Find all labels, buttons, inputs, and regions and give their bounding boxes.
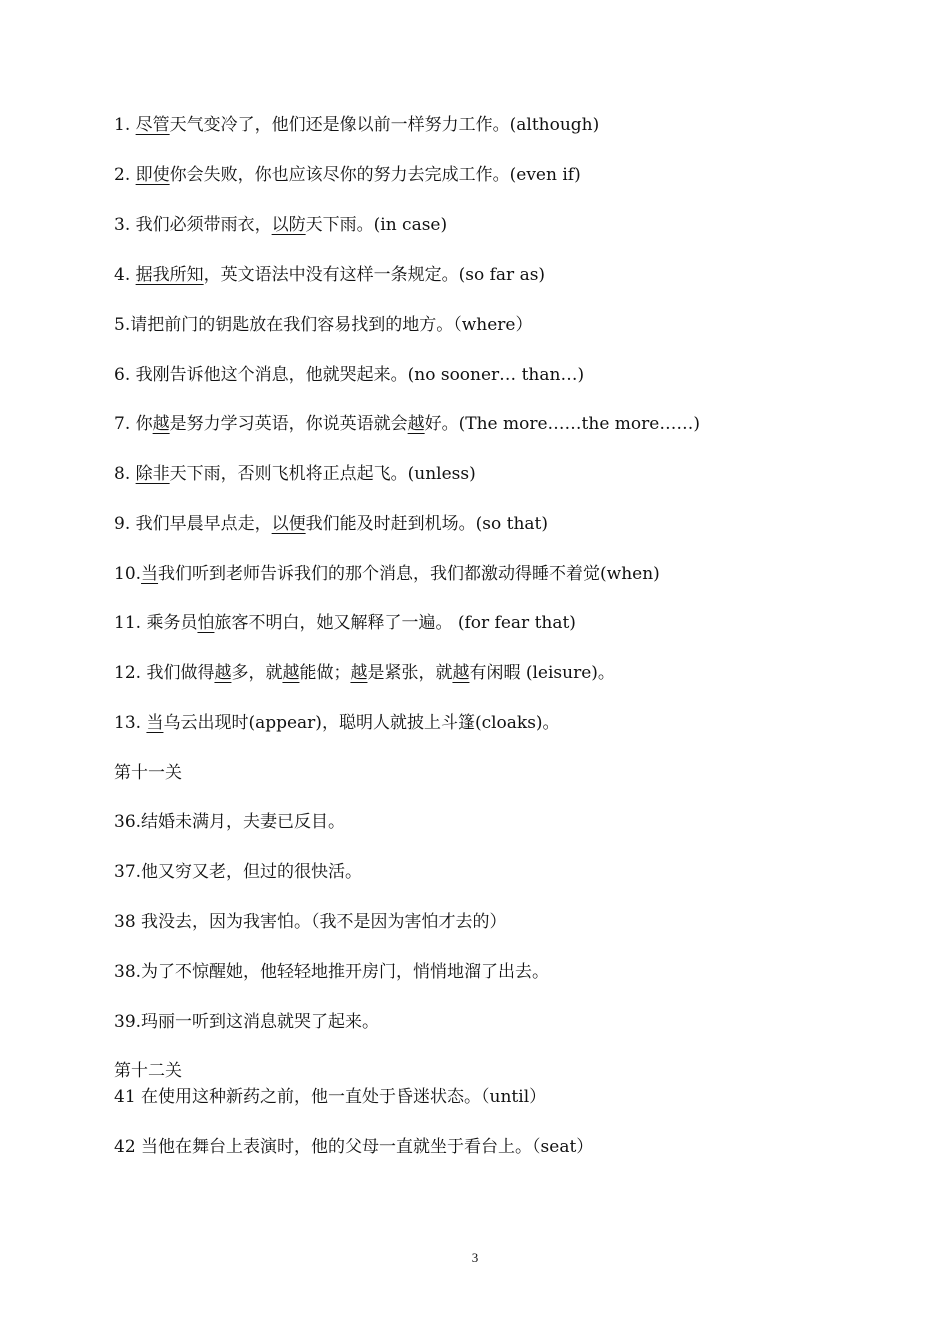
text-segment: 36.结婚未满月，夫妻已反目。 [114, 812, 346, 832]
text-segment: 37.他又穷又老，但过的很快活。 [114, 862, 363, 882]
text-segment: 你会失败，你也应该尽你的努力去完成工作。(even if) [169, 165, 581, 185]
text-segment: 12. 我们做得 [114, 663, 215, 683]
text-segment: 天气变冷了，他们还是像以前一样努力工作。(although) [169, 115, 600, 135]
text-segment: 8. [114, 464, 136, 484]
text-segment: 有闲暇 (leisure)。 [469, 663, 615, 683]
text-segment: 是紧张，就 [367, 663, 453, 683]
text-segment: 1. [114, 115, 136, 135]
underlined-keyword: 怕 [197, 613, 215, 633]
underlined-keyword: 越 [350, 663, 368, 683]
underlined-keyword: 当 [146, 713, 164, 733]
sentence-3 [114, 214, 447, 236]
text-segment: 10. [114, 564, 142, 584]
sentence-13 [114, 712, 560, 734]
sentence-38b [114, 961, 549, 983]
text-segment: 38.为了不惊醒她，他轻轻地推开房门，悄悄地溜了出去。 [114, 962, 550, 982]
text-segment: 第十二关 [114, 1061, 182, 1081]
text-segment: 5.请把前门的钥匙放在我们容易找到的地方。（where） [114, 315, 533, 335]
sentence-10 [114, 563, 660, 585]
text-segment: 38 我没去，因为我害怕。（我不是因为害怕才去的） [114, 912, 507, 932]
text-segment: 能做； [299, 663, 351, 683]
text-segment: 13. [114, 713, 147, 733]
text-segment: 天下雨。(in case) [305, 215, 448, 235]
sentence-37 [114, 861, 362, 883]
underlined-keyword: 当 [141, 564, 159, 584]
underlined-keyword: 据我所知 [135, 265, 204, 285]
sentence-7 [114, 413, 700, 435]
underlined-keyword: 除非 [135, 464, 170, 484]
text-segment: 4. [114, 265, 136, 285]
text-segment: 41 在使用这种新药之前，他一直处于昏迷状态。（until） [114, 1087, 547, 1107]
underlined-keyword: 越 [282, 663, 300, 683]
text-segment: 多，就 [231, 663, 283, 683]
page-number: 3 [471, 1250, 479, 1265]
text-segment: 天下雨，否则飞机将正点起飞。(unless) [169, 464, 476, 484]
sentence-9 [114, 513, 548, 535]
sentence-39 [114, 1011, 379, 1033]
sentence-8 [114, 463, 476, 485]
text-segment: 6. 我刚告诉他这个消息，他就哭起来。(no sooner… than…) [114, 365, 585, 385]
text-segment: 39.玛丽一听到这消息就哭了起来。 [114, 1012, 380, 1032]
sentence-11 [114, 612, 576, 634]
section-heading-12 [114, 1060, 182, 1082]
underlined-keyword: 以防 [271, 215, 306, 235]
text-segment: 旅客不明白，她又解释了一遍。 (for fear that) [214, 613, 576, 633]
text-segment: 42 当他在舞台上表演时，他的父母一直就坐于看台上。（seat） [114, 1137, 594, 1157]
text-segment: 11. 乘务员 [114, 613, 198, 633]
text-segment: 2. [114, 165, 136, 185]
underlined-keyword: 越 [452, 663, 470, 683]
text-segment: 3. 我们必须带雨衣， [114, 215, 272, 235]
sentence-2 [114, 164, 581, 186]
text-segment: ，英文语法中没有这样一条规定。(so far as) [203, 265, 546, 285]
sentence-12 [114, 662, 615, 684]
text-segment: 9. 我们早晨早点走， [114, 514, 272, 534]
text-segment: 7. 你 [114, 414, 153, 434]
underlined-keyword: 以便 [271, 514, 306, 534]
text-segment: 我们能及时赶到机场。(so that) [305, 514, 548, 534]
text-segment: 是努力学习英语，你说英语就会 [169, 414, 408, 434]
sentence-42 [114, 1136, 593, 1158]
underlined-keyword: 越 [214, 663, 232, 683]
sentence-38a [114, 911, 507, 933]
underlined-keyword: 即使 [135, 165, 170, 185]
text-segment: 第十一关 [114, 763, 182, 783]
sentence-41 [114, 1086, 546, 1108]
sentence-6 [114, 364, 584, 386]
text-segment: 好。(The more……the more……) [424, 414, 700, 434]
underlined-keyword: 越 [407, 414, 425, 434]
text-segment: 乌云出现时(appear)，聪明人就披上斗篷(cloaks)。 [163, 713, 560, 733]
section-heading-11 [114, 762, 182, 784]
sentence-4 [114, 264, 545, 286]
text-segment: 我们听到老师告诉我们的那个消息，我们都激动得睡不着觉(when) [158, 564, 660, 584]
sentence-36 [114, 811, 345, 833]
sentence-5 [114, 314, 532, 336]
underlined-keyword: 越 [152, 414, 170, 434]
underlined-keyword: 尽管 [135, 115, 170, 135]
sentence-1 [114, 114, 599, 136]
